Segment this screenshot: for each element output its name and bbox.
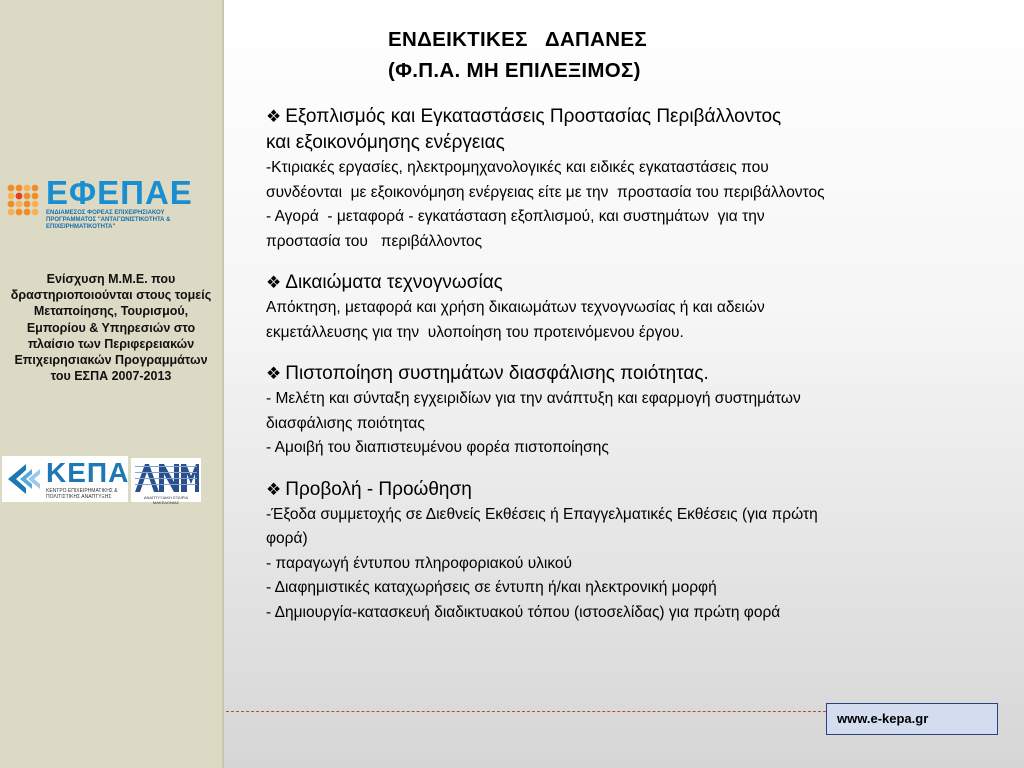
section-heading: ❖ Εξοπλισμός και Εγκαταστάσεις Προστασίας Περιβάλλοντος — [266, 106, 782, 127]
title-line-1: ΕΝΔΕΙΚΤΙΚΕΣ ΔΑΠΑΝΕΣ — [388, 28, 647, 51]
diamond-bullet-icon: ❖ — [266, 273, 282, 292]
anem-logo — [131, 458, 201, 505]
list-item: συνδέονται με εξοικονόμηση ενέργειας είτε με την προστασία του περιβάλλοντος — [266, 183, 825, 201]
section-heading: ❖ Πιστοποίηση συστημάτων διασφάλισης ποιότητας. — [266, 363, 709, 384]
expenses-content — [266, 104, 996, 625]
list-item: - Δημιουργία-κατασκευή διαδικτυακού τόπου (ιστοσελίδας) για πρώτη φορά — [266, 603, 781, 621]
list-item: Απόκτηση, μεταφορά και χρήση δικαιωμάτων τεχνογνωσίας ή και αδειών — [266, 299, 765, 316]
list-item: - Αμοιβή του διαπιστευμένου φορέα πιστοποίησης — [266, 439, 609, 456]
list-item: - παραγωγή έντυπου πληροφοριακού υλικού — [266, 554, 573, 572]
section-heading: ❖ Προβολή - Προώθηση — [266, 478, 472, 500]
list-item: διασφάλισης ποιότητας — [266, 414, 425, 432]
diamond-bullet-icon: ❖ — [266, 479, 282, 499]
partner-logos — [0, 456, 222, 504]
program-description: Ενίσχυση Μ.Μ.Ε. που δραστηριοποιούνται στους τομείς Μεταποίησης, Τουρισμού, Εμπορίου & Υπηρεσιών στο πλαίσιο των Περιφερειακών Επιχειρησιακών Προγραμμάτων του ΕΣΠΑ 2007-2013 — [10, 272, 212, 384]
list-item: - Μελέτη και σύνταξη εγχειριδίων για την ανάπτυξη και εφαρμογή συστημάτων — [266, 390, 801, 407]
kepa-mark-icon — [6, 460, 44, 498]
title-line-2: (Φ.Π.Α. ΜΗ ΕΠΙΛΕΞΙΜΟΣ) — [388, 59, 641, 82]
list-item: φορά) — [266, 530, 308, 547]
section-heading: ❖ Δικαιώματα τεχνογνωσίας — [266, 272, 503, 293]
efepae-dots-icon — [6, 182, 42, 218]
list-item: - Διαφημιστικές καταχωρήσεις σε έντυπη ή/και ηλεκτρονική μορφή — [266, 579, 717, 596]
anem-subtitle: ΑΝΑΠΤΥΞΙΑΚΗ ΕΤΑΙΡΙΑ ΜΑΚΕΔΟΝΙΑΣ — [143, 495, 189, 505]
list-item: -Έξοδα συμμετοχής σε Διεθνείς Εκθέσεις ή Επαγγελματικές Εκθέσεις (για πρώτη — [266, 505, 818, 523]
list-item: - Αγορά - μεταφορά - εγκατάσταση εξοπλισμού, και συστημάτων για την — [266, 208, 765, 225]
section-heading-continued: και εξοικονόμησης ενέργειας — [266, 132, 505, 153]
list-item: προστασία του περιβάλλοντος — [266, 232, 483, 250]
efepae-logo — [2, 174, 218, 230]
list-item: εκμετάλλευσης για την υλοποίηση του προτεινόμενου έργου. — [266, 323, 684, 341]
section-quality-certification — [266, 361, 996, 461]
efepae-brand-text: ΕΦΕΠΑΕ — [46, 174, 193, 211]
sidebar — [0, 0, 222, 768]
kepa-name-text: ΚΕΠΑ — [46, 457, 130, 488]
diamond-bullet-icon: ❖ — [266, 364, 282, 383]
section-environment — [266, 104, 996, 254]
efepae-subtitle: ΕΝΔΙΑΜΕΣΟΣ ΦΟΡΕΑΣ ΕΠΙΧΕΙΡΗΣΙΑΚΟΥ ΠΡΟΓΡΑΜΜΑΤΟΣ "ΑΝΤΑΓΩΝΙΣΤΙΚΟΤΗΤΑ & ΕΠΙΧΕΙΡΗΜΑΤΙΚΟΤΗΤΑ" — [46, 210, 171, 230]
kepa-subtitle: ΚΕΝΤΡΟ ΕΠΙΧΕΙΡΗΜΑΤΙΚΗΣ & ΠΟΛΙΤΙΣΤΙΚΗΣ ΑΝΑΠΤΥΞΗΣ — [46, 488, 118, 500]
section-know-how — [266, 270, 996, 345]
section-promotion — [266, 477, 996, 626]
list-item: -Κτιριακές εργασίες, ηλεκτρομηχανολογικές και ειδικές εγκαταστάσεις που — [266, 159, 769, 176]
diamond-bullet-icon: ❖ — [266, 107, 282, 126]
footer-divider — [226, 711, 826, 712]
website-url[interactable]: www.e-kepa.gr — [826, 703, 998, 735]
kepa-logo — [2, 456, 128, 502]
page-title — [388, 24, 647, 86]
